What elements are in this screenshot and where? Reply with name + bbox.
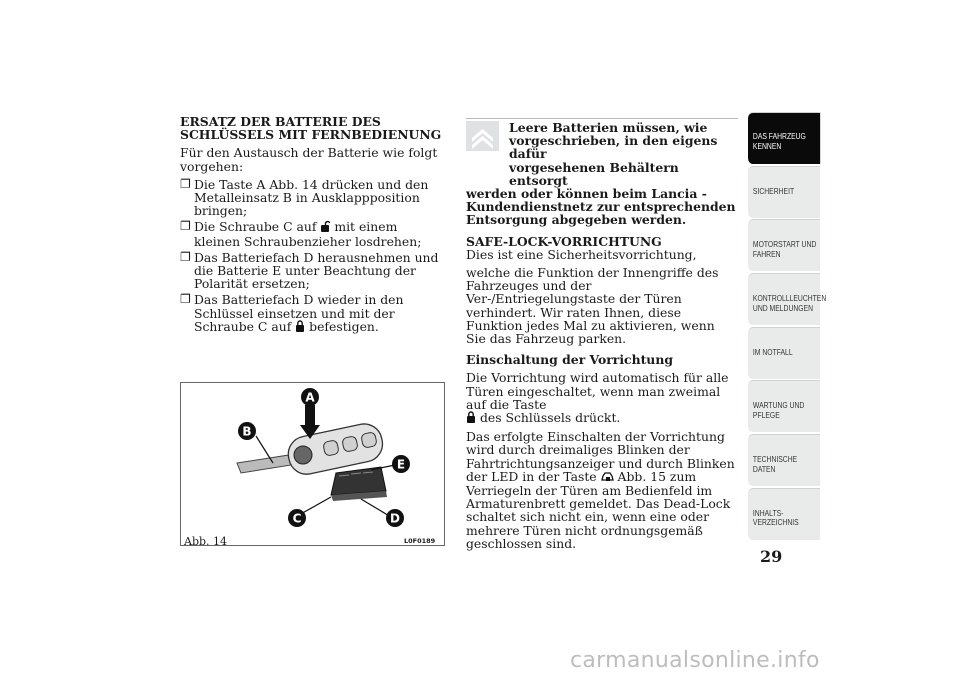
left-column <box>180 115 445 337</box>
bullet-marker: ❐ <box>180 249 191 264</box>
list-item <box>180 178 445 218</box>
label-b: B <box>242 424 252 439</box>
activation-text: des Schlüssels drückt. <box>476 410 621 426</box>
label-c: C <box>292 511 302 526</box>
safelock-intro: Dies ist eine Sicherheitsvorrichtung, <box>466 246 697 262</box>
notice-text: werden oder können beim Lancia -Kundendienstnetz zur entsprechenden Entsorgung abgegeben werden. <box>466 186 736 228</box>
tab-kontrollleuchten[interactable]: KONTROLLLEUCHTEN UND MELDUNGEN <box>748 273 820 325</box>
tab-wartung[interactable]: WARTUNG UND PFLEGE <box>748 380 820 432</box>
key-figure <box>180 382 445 546</box>
key-illustration <box>181 383 444 545</box>
notice-line: Leere Batterien müssen, wie <box>509 120 708 135</box>
notice-divider <box>466 118 738 119</box>
chapter-tabs <box>748 112 827 542</box>
bullet-text: Das Batteriefach D wieder in den Schlüssel einsetzen und mit der Schraube C auf <box>194 292 404 334</box>
label-d: D <box>390 511 400 526</box>
activation-heading: Einschaltung der Vorrichtung <box>466 352 673 368</box>
figure-caption: Abb. 14 <box>184 535 228 548</box>
notice-line: vorgesehenen Behältern entsorgt <box>509 159 679 188</box>
tab-sicherheit[interactable]: SICHERHEIT <box>748 166 820 218</box>
label-a: A <box>305 390 315 405</box>
list-item <box>180 293 445 334</box>
safelock-heading: SAFE-LOCK-VORRICHTUNG <box>466 233 662 249</box>
tab-im-notfall[interactable]: IM NOTFALL <box>748 327 820 379</box>
bullet-text: Die Taste A Abb. 14 drücken und den Metalleinsatz B in Ausklappposition bringen; <box>194 176 429 219</box>
tab-das-fahrzeug-kennen[interactable]: DAS FAHRZEUG KENNEN <box>748 112 820 164</box>
bullet-marker: ❐ <box>180 219 191 234</box>
figure-code: L0F0189 <box>404 537 436 545</box>
tab-technische-daten[interactable]: TECHNISCHE DATEN <box>748 434 820 486</box>
activation-text: Das erfolgte Einschalten der Vorrichtung wird durch dreimaliges Blinken der Fahrtrichtungsanzeiger und durch Blinken der LED in der Taste <box>466 429 735 484</box>
list-item <box>180 251 445 291</box>
lock-icon <box>466 411 476 425</box>
bullet-marker: ❐ <box>180 292 191 307</box>
bullet-marker: ❐ <box>180 176 191 191</box>
tab-inhaltsverzeichnis[interactable]: INHALTS-VERZEICHNIS <box>748 488 820 540</box>
bullet-text: Das Batteriefach D herausnehmen und die Batterie E unter Beachtung der Polarität ersetzen; <box>194 249 439 292</box>
battery-intro: Für den Austausch der Batterie wie folgt vorgehen: <box>180 145 438 174</box>
unlock-icon <box>320 220 330 234</box>
bullet-text: Die Schraube C auf <box>194 219 321 235</box>
lock-icon <box>295 320 305 334</box>
safelock-text: welche die Funktion der Innengriffe des Fahrzeuges und der Ver-/Entriegelungstaste der Türen verhindert. Wir raten Ihnen, diese Funktion jedes Mal zu aktivieren, wenn Sie das Fahrzeug parken. <box>466 265 719 347</box>
bullet-text: mit einem kleinen Schraubenzieher losdrehen; <box>194 219 422 249</box>
bullet-text: befestigen. <box>305 318 379 334</box>
activation-text: Abb. 15 zum Verriegeln der Türen am Bedienfeld im Armaturenbrett gemeldet. Das Dead-Lock schaltet sich nicht ein, wenn eine oder mehrere Türen nicht ordnungsgemäß geschlossen sind. <box>466 468 731 551</box>
page-number: 29 <box>760 547 783 566</box>
notice-line: vorgeschrieben, in den eigens dafür <box>509 133 718 162</box>
list-item <box>180 220 445 247</box>
battery-heading: ERSATZ DER BATTERIE DES SCHLÜSSELS MIT FERNBEDIENUNG <box>180 114 442 143</box>
tab-motorstart[interactable]: MOTORSTART UND FAHREN <box>748 219 820 271</box>
watermark: carmanualsonline.info <box>570 648 820 673</box>
activation-text: Die Vorrichtung wird automatisch für alle Türen eingeschaltet, wenn man zweimal auf die Taste <box>466 370 729 412</box>
right-column <box>466 121 738 555</box>
label-e: E <box>396 457 406 472</box>
